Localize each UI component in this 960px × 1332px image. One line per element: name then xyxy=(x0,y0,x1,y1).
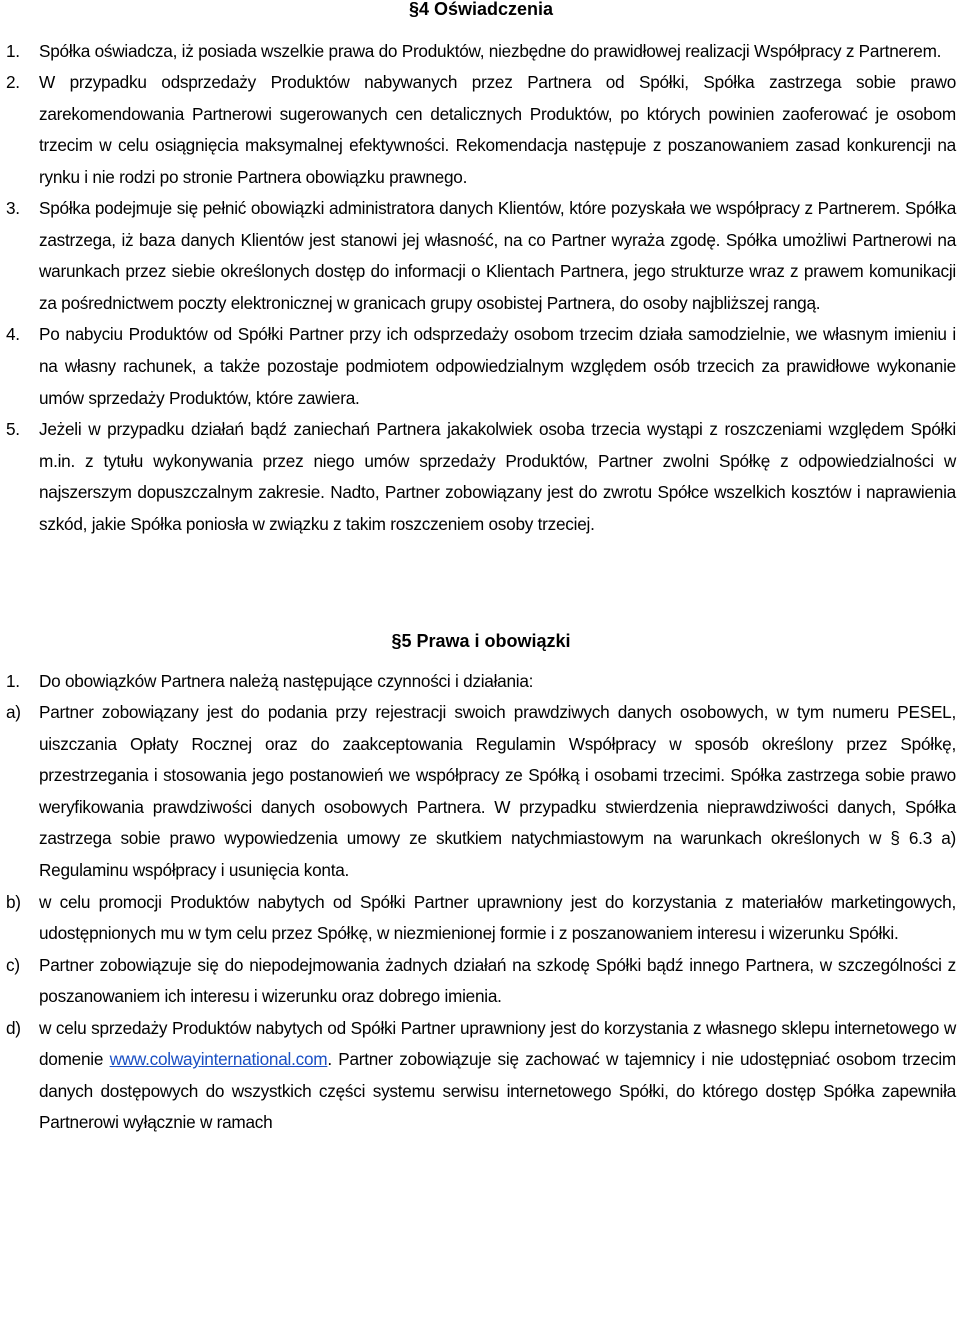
item-text: W przypadku odsprzedaży Produktów nabywanych przez Partnera od Spółki, Spółka zastrzega sobie prawo zarekomendowania Partnerowi sugerowanych cen detalicznych Produktów, po których powinien zaoferować je osobom trzecim w celu osiągnięcia maksymalnej efektywności. Rekomendacja następuje z poszanowaniem zasad konkurencji na rynku i nie rodzi po stronie Partnera obowiązku prawnego. xyxy=(39,72,956,187)
section-5-item-b xyxy=(6,887,956,950)
section-4-item-4 xyxy=(6,319,956,414)
item-text: Do obowiązków Partnera należą następujące czynności i działania: xyxy=(39,670,534,691)
item-letter: a) xyxy=(6,702,21,723)
item-text: Spółka podejmuje się pełnić obowiązki administratora danych Klientów, które pozyskała we współpracy z Partnerem. Spółka zastrzega, iż baza danych Klientów jest stanowi jej własność, na co Partner wyraża zgodę. Spółka umożliwi Partnerowi na warunkach przez siebie określonych dostęp do informacji o Klientach Partnera, jego strukturze wraz z prawem komunikacji za pośrednictwem poczty elektronicznej w granicach grupy osobistej Partnera, do osoby najbliższej rangą. xyxy=(39,198,956,313)
item-text-before-link: w celu sprzedaży Produktów nabytych od Spółki Partner uprawniony jest do korzystania z własnego sklepu internetowego w domenie xyxy=(39,1017,956,1070)
item-letter: b) xyxy=(6,891,21,912)
domain-link[interactable]: www.colwayinternational.com xyxy=(109,1049,328,1070)
item-letter: c) xyxy=(6,954,20,975)
section-4-item-1 xyxy=(6,36,956,68)
section-4-title: §4 Oświadczenia xyxy=(408,0,554,19)
section-5-item-a xyxy=(6,697,956,886)
section-5-title: §5 Prawa i obowiązki xyxy=(391,631,571,652)
item-text xyxy=(39,1013,956,1139)
item-number: 3. xyxy=(6,198,20,219)
item-number: 4. xyxy=(6,324,20,345)
item-text-after-link: . Partner zobowiązuje się zachować w tajemnicy i nie udostępniać osobom trzecim danych dostępowych do wszystkich części systemu serwisu internetowego Spółki, do którego dostęp Spółka zapewniła Partnerowi wyłącznie w ramach xyxy=(39,1049,956,1133)
item-letter: d) xyxy=(6,1017,21,1038)
item-number: 1. xyxy=(6,40,20,61)
item-number: 5. xyxy=(6,419,20,440)
section-5-item-d xyxy=(6,1013,956,1139)
section-4-item-5 xyxy=(6,414,956,540)
item-text: Partner zobowiązuje się do niepodejmowania żadnych działań na szkodę Spółki bądź innego Partnera, w szczególności z poszanowaniem ich interesu i wizerunku oraz dobrego imienia. xyxy=(39,954,956,1007)
item-text: Po nabyciu Produktów od Spółki Partner przy ich odsprzedaży osobom trzecim działa samodzielnie, we własnym imieniu i na własny rachunek, a także pozostaje podmiotem odpowiedzialnym względem osób trzecich za prawidłowe wykonanie umów sprzedaży Produktów, które zawiera. xyxy=(39,324,956,408)
item-text: Partner zobowiązany jest do podania przy rejestracji swoich prawdziwych danych osobowych, w tym numeru PESEL, uiszczania Opłaty Rocznej oraz do zaakceptowania Regulamin Współpracy w sposób określony przez Spółkę, przestrzegania i stosowania jego postanowień we współpracy ze Spółką i osobami trzecimi. Spółka zastrzega sobie prawo weryfikowania prawdziwości danych osobowych Partnera. W przypadku stwierdzenia nieprawdziwości danych, Spółka zastrzega sobie prawo wypowiedzenia umowy ze skutkiem natychmiastowym na warunkach określonych w § 6.3 a) Regulaminu współpracy i usunięcia konta. xyxy=(39,702,956,881)
item-text: w celu promocji Produktów nabytych od Spółki Partner uprawniony jest do korzystania z materiałów marketingowych, udostępnionych mu w tym celu przez Spółkę, w niezmienionej formie i z poszanowaniem interesu i wizerunku Spółki. xyxy=(39,891,956,944)
item-text: Spółka oświadcza, iż posiada wszelkie prawa do Produktów, niezbędne do prawidłowej realizacji Współpracy z Partnerem. xyxy=(39,40,942,61)
item-text: Jeżeli w przypadku działań bądź zaniechań Partnera jakakolwiek osoba trzecia wystąpi z roszczeniami względem Spółki m.in. z tytułu wykonywania przez niego umów sprzedaży Produktów, Partner zwolni Spółkę z odpowiedzialności w najszerszym dopuszczalnym zakresie. Nadto, Partner zobowiązany jest do zwrotu Spółce wszelkich kosztów i naprawienia szkód, jakie Spółka poniosła w związku z takim roszczeniem osoby trzeciej. xyxy=(39,419,956,534)
section-5-item-c xyxy=(6,950,956,1013)
item-number: 2. xyxy=(6,72,20,93)
section-4-item-3 xyxy=(6,193,956,319)
section-4-item-2 xyxy=(6,67,956,193)
item-number: 1. xyxy=(6,670,20,691)
section-5-item-1 xyxy=(6,666,956,698)
